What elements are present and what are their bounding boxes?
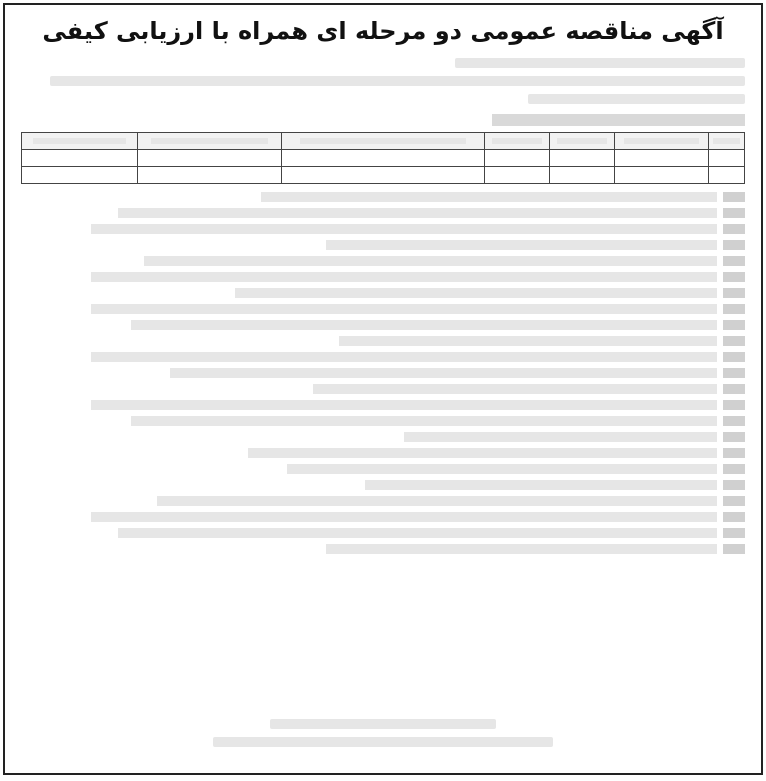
clause-placeholder: [21, 224, 745, 234]
table-header-row: [22, 132, 745, 149]
clause-placeholder: [21, 528, 745, 538]
clause-placeholder: [21, 400, 745, 410]
clause-placeholder: [21, 384, 745, 394]
table-row: [22, 166, 745, 183]
clause-placeholder: [528, 94, 745, 104]
notice-title: آگهی مناقصه عمومی دو مرحله ای همراه با ارزیابی کیفی: [42, 17, 724, 45]
clause-placeholder: [21, 336, 745, 346]
clause-placeholder: [21, 432, 745, 442]
clause-placeholder: [21, 304, 745, 314]
clause-placeholder: [21, 512, 745, 522]
clause-placeholder: [21, 480, 745, 490]
clause-placeholder: [21, 288, 745, 298]
clause-placeholder: [21, 352, 745, 362]
clause-placeholder: [21, 448, 745, 458]
clause-placeholder: [455, 58, 745, 68]
footer-placeholder: [5, 711, 761, 755]
clause-placeholder: [21, 320, 745, 330]
clause-placeholder: [21, 416, 745, 426]
clause-placeholder: [21, 208, 745, 218]
clause-placeholder: [21, 544, 745, 554]
clause-placeholder: [21, 272, 745, 282]
clause-placeholder: [50, 76, 745, 86]
clause-list: [21, 192, 745, 554]
clause-placeholder: [21, 256, 745, 266]
clause-placeholder: [21, 496, 745, 506]
table-row: [22, 149, 745, 166]
clause-placeholder: [21, 368, 745, 378]
clause-placeholder: [21, 464, 745, 474]
notice-document: [3, 3, 763, 775]
tender-table: [21, 132, 745, 184]
clause-placeholder: [21, 240, 745, 250]
section-placeholder: [492, 114, 745, 126]
clause-placeholder: [21, 192, 745, 202]
